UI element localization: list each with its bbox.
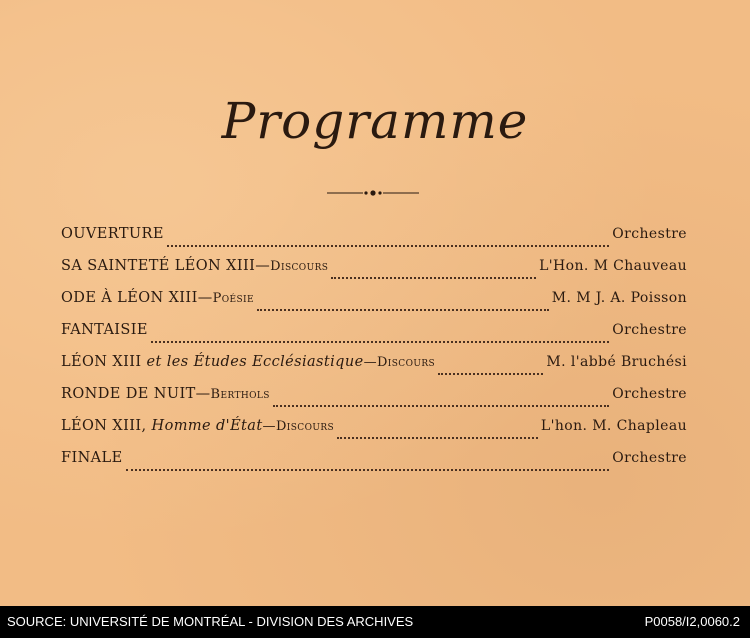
leader-dots [331,277,536,279]
program-item [61,226,687,258]
item-type: —Discours [262,419,335,434]
archive-reference: P0058/I2,0060.2 [644,614,740,629]
item-performer: Orchestre [612,450,687,466]
program-item [61,258,687,290]
item-title: FINALE [61,450,123,466]
leader-dots [151,341,609,343]
program-item [61,290,687,322]
item-title: RONDE DE NUIT— [61,386,211,402]
leader-dots [438,373,543,375]
item-type: Discours [270,259,329,274]
leader-dots [337,437,538,439]
program-item [61,418,687,450]
archive-footer [0,606,750,638]
program-title: Programme [221,92,529,150]
item-title: ODE À LÉON XIII— [61,290,213,306]
item-subtitle: et les Études Ecclésiastique [141,354,364,370]
ornament-divider-icon [325,186,421,200]
item-performer: L'Hon. M Chauveau [539,258,687,274]
item-subtitle: Homme d'État [151,418,263,434]
item-performer: Orchestre [612,386,687,402]
item-title: FANTAISIE [61,322,148,338]
item-title: LÉON XIII [61,354,142,370]
program-list [61,226,687,482]
item-type: Berthols [210,387,270,402]
program-item [61,322,687,354]
program-item [61,386,687,418]
item-type: Poésie [212,291,254,306]
item-performer: L'hon. M. Chapleau [540,418,687,434]
item-title: SA SAINTETÉ LÉON XIII— [61,258,271,274]
item-performer: Orchestre [612,322,687,338]
item-title: OUVERTURE [61,226,164,242]
source-credit: SOURCE: UNIVERSITÉ DE MONTRÉAL - DIVISION DES ARCHIVES [7,614,414,629]
leader-dots [273,405,609,407]
item-title: LÉON XIII, [61,418,152,434]
item-type: —Discours [363,355,436,370]
item-performer: M. l'abbé Bruchési [546,354,687,370]
program-item [61,354,687,386]
item-performer: M. M J. A. Poisson [551,290,687,306]
program-item [61,450,687,482]
leader-dots [257,309,549,311]
item-performer: Orchestre [612,226,687,242]
leader-dots [126,469,610,471]
leader-dots [167,245,609,247]
